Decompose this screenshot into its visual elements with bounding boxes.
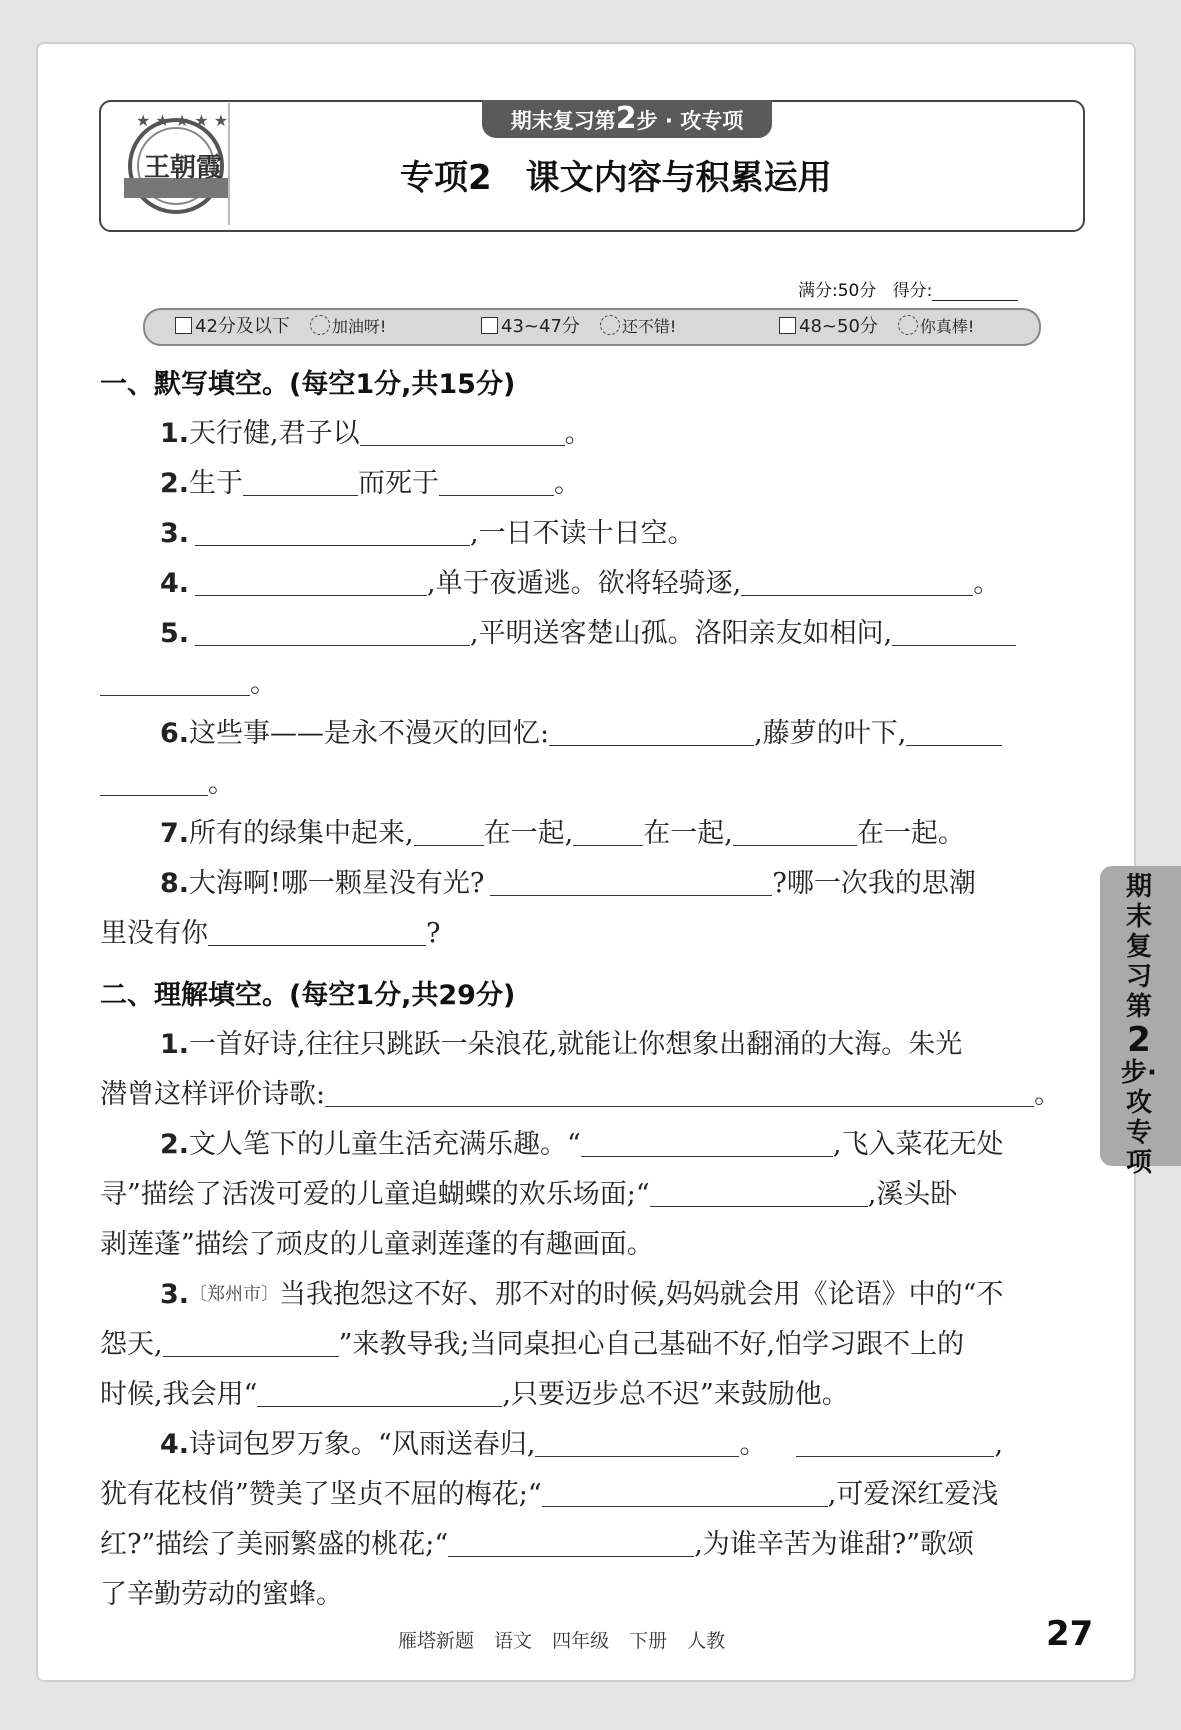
rating-range: 48~50分: [799, 316, 878, 337]
q-number: 4.: [160, 568, 190, 599]
answer-blank[interactable]: [414, 823, 484, 846]
s2-q1: [160, 1022, 962, 1061]
tab-prefix: 期末复习第: [510, 109, 616, 133]
q-number: 1.: [160, 1029, 190, 1060]
answer-blank[interactable]: [448, 1534, 694, 1557]
q-number: 4.: [160, 1429, 190, 1460]
q-text: 在一起,: [643, 818, 733, 849]
rating-option-mid[interactable]: [481, 314, 676, 340]
q-text: 。: [1034, 1079, 1062, 1110]
q-text: 而死于: [358, 468, 440, 499]
answer-blank[interactable]: [195, 573, 427, 596]
page-number: 27: [1046, 1614, 1094, 1654]
answer-blank[interactable]: [906, 723, 1002, 746]
q-text: ,溪头卧: [867, 1179, 958, 1210]
svg-text:王朝霞: 王朝霞: [144, 153, 223, 183]
q-text: ,可爱深红爱浅: [827, 1479, 999, 1510]
s1-q7: [160, 811, 965, 850]
publisher-logo: [118, 106, 234, 222]
checkbox-icon[interactable]: [779, 317, 796, 334]
q-text: 在一起,: [483, 818, 574, 849]
answer-blank[interactable]: [439, 473, 554, 496]
q-text: 。: [564, 418, 592, 449]
title-topic-name: 课文内容与积累运用: [525, 158, 832, 198]
q-text: ,平明送客楚山孤。洛阳亲友如相问,: [470, 618, 893, 649]
answer-blank[interactable]: [490, 873, 772, 896]
q-text: 寻”描绘了活泼可爱的儿童追蝴蝶的欢乐场面;“: [100, 1179, 650, 1210]
s1-q3: [160, 511, 695, 550]
side-tab-number: 2: [1127, 1020, 1151, 1060]
q-text: 生于: [189, 468, 244, 499]
q-text: 。: [739, 1429, 767, 1460]
q-number: 2.: [160, 468, 190, 499]
score-label: 得分:: [892, 281, 933, 301]
s2-q4: [160, 1422, 1003, 1461]
s2-q4-cont2: [100, 1522, 974, 1561]
q-text: 文人笔下的儿童生活充满乐趣。“: [189, 1129, 581, 1160]
q-text: 怨天,: [100, 1329, 163, 1360]
svg-text:★ ★ ★ ★ ★: ★ ★ ★ ★ ★: [136, 111, 229, 130]
smiley-icon: [898, 315, 918, 335]
answer-blank[interactable]: [100, 673, 250, 696]
q-text: 红?”描绘了美丽繁盛的桃花;“: [100, 1529, 449, 1560]
answer-blank[interactable]: [650, 1184, 868, 1207]
q-text: 。: [250, 668, 277, 699]
score-line: [798, 276, 1018, 301]
answer-blank[interactable]: [208, 923, 426, 946]
q-text: ,飞入菜花无处: [832, 1129, 1004, 1160]
side-tab-text: [1119, 872, 1159, 1178]
q-text: 一首好诗,往往只跳跃一朵浪花,就能让你想象出翻涌的大海。朱光: [189, 1029, 963, 1060]
smiley-icon: [600, 315, 620, 335]
rating-cheer: 你真棒!: [919, 317, 975, 336]
q-text: ?哪一次我的思潮: [772, 868, 976, 899]
rating-cheer: 加油呀!: [331, 317, 387, 336]
q-text: 。: [554, 468, 582, 499]
rating-option-high[interactable]: [779, 314, 974, 340]
answer-blank[interactable]: [542, 1484, 828, 1507]
answer-blank[interactable]: [535, 1434, 739, 1457]
q-text: 时候,我会用“: [100, 1379, 258, 1410]
q-text: ,一日不读十日空。: [470, 518, 695, 549]
tab-step-number: 2: [615, 101, 637, 136]
side-tab-a: 期末复习第: [1125, 872, 1152, 1022]
s2-q1-cont: [100, 1072, 1061, 1111]
s2-q4-cont: [100, 1472, 998, 1511]
q-text: ?: [426, 918, 441, 949]
s1-q8-cont: [100, 911, 440, 950]
q-text: ,只要迈步总不迟”来鼓励他。: [502, 1379, 849, 1410]
q-text: 当我抱怨这不好、那不对的时候,妈妈就会用《论语》中的“不: [279, 1279, 1004, 1310]
s1-q5: [160, 611, 1016, 650]
title-topic-number: 专项2: [400, 158, 492, 198]
s2-q3: [160, 1272, 1003, 1311]
q-number: 5.: [160, 618, 190, 649]
q-text: ,为谁辛苦为谁甜?”歌颂: [694, 1529, 975, 1560]
q-text: 大海啊!哪一颗星没有光?: [189, 868, 485, 899]
q-text: 。: [208, 768, 235, 799]
answer-blank[interactable]: [100, 773, 208, 796]
q-number: 6.: [160, 718, 190, 749]
answer-blank[interactable]: [581, 1134, 833, 1157]
q-number: 7.: [160, 818, 190, 849]
s1-q2: [160, 461, 581, 500]
footer-book-info: 雁塔新题 语文 四年级 下册 人教: [398, 1630, 726, 1652]
s2-q2-cont: [100, 1172, 957, 1211]
q-text: ”来教导我;当同桌担心自己基础不好,怕学习跟不上的: [338, 1329, 965, 1360]
rating-option-low[interactable]: [175, 314, 386, 340]
q-text: ,: [994, 1429, 1004, 1460]
answer-blank[interactable]: [257, 1384, 502, 1407]
answer-blank[interactable]: [733, 823, 857, 846]
rating-range: 43~47分: [501, 316, 580, 337]
q-number: 3.: [160, 518, 190, 549]
answer-blank[interactable]: [360, 423, 565, 446]
s1-q1: [160, 411, 592, 450]
section-2-heading: 二、理解填空。(每空1分,共29分): [100, 980, 516, 1011]
q-text: 天行健,君子以: [189, 418, 360, 449]
checkbox-icon[interactable]: [175, 317, 192, 334]
answer-blank[interactable]: [892, 623, 1016, 646]
full-score: 满分:50分: [798, 281, 877, 301]
answer-blank[interactable]: [195, 623, 470, 646]
header-divider: [228, 103, 230, 225]
s2-q2: [160, 1122, 1003, 1161]
s1-q6-cont: [100, 761, 235, 800]
rating-bar: [143, 308, 1041, 346]
rating-cheer: 还不错!: [621, 317, 677, 336]
answer-blank[interactable]: [796, 1434, 994, 1457]
checkbox-icon[interactable]: [481, 317, 498, 334]
q-number: 1.: [160, 418, 190, 449]
step-tab: [482, 100, 772, 138]
tab-suffix: 步 · 攻专项: [636, 109, 744, 133]
s2-q3-cont: [100, 1322, 964, 1361]
q-text: 在一起。: [856, 818, 965, 849]
q-number: 3.: [160, 1279, 190, 1310]
s1-q6: [160, 711, 1002, 750]
section-1-heading: 一、默写填空。(每空1分,共15分): [100, 369, 516, 400]
q-number: 8.: [160, 868, 190, 899]
score-blank[interactable]: [932, 282, 1018, 301]
s1-q8: [160, 861, 976, 900]
q-text: ,藤萝的叶下,: [754, 718, 907, 749]
q-text: 里没有你: [100, 918, 208, 949]
answer-blank[interactable]: [325, 1084, 1034, 1107]
s1-q5-cont: [100, 661, 277, 700]
answer-blank[interactable]: [163, 1334, 339, 1357]
rating-range: 42分及以下: [195, 316, 290, 337]
q-text: 潜曾这样评价诗歌:: [100, 1079, 326, 1110]
q-text: 。: [973, 568, 1001, 599]
answer-blank[interactable]: [549, 723, 754, 746]
page-title: [400, 150, 900, 206]
side-tab-b: 步·攻专项: [1121, 1058, 1157, 1178]
s2-q2-cont2: 剥莲蓬”描绘了顽皮的儿童剥莲蓬的有趣画面。: [100, 1229, 654, 1260]
q-text: 这些事——是永不漫灭的回忆:: [189, 718, 550, 749]
answer-blank[interactable]: [195, 523, 470, 546]
s2-q3-cont2: [100, 1372, 849, 1411]
answer-blank[interactable]: [573, 823, 643, 846]
q-text: 犹有花枝俏”赞美了坚贞不屈的梅花;“: [100, 1479, 542, 1510]
s1-q4: [160, 561, 1000, 600]
q-number: 2.: [160, 1129, 190, 1160]
answer-blank[interactable]: [243, 473, 358, 496]
smiley-icon: [310, 315, 330, 335]
q-text: 诗词包罗万象。“风雨送春归,: [189, 1429, 536, 1460]
q-text: ,单于夜遁逃。欲将轻骑逐,: [427, 568, 742, 599]
answer-blank[interactable]: [741, 573, 973, 596]
q-text: 所有的绿集中起来,: [189, 818, 414, 849]
region-tag: 〔郑州市〕: [189, 1284, 280, 1305]
s2-q4-cont3: 了辛勤劳动的蜜蜂。: [100, 1579, 343, 1610]
